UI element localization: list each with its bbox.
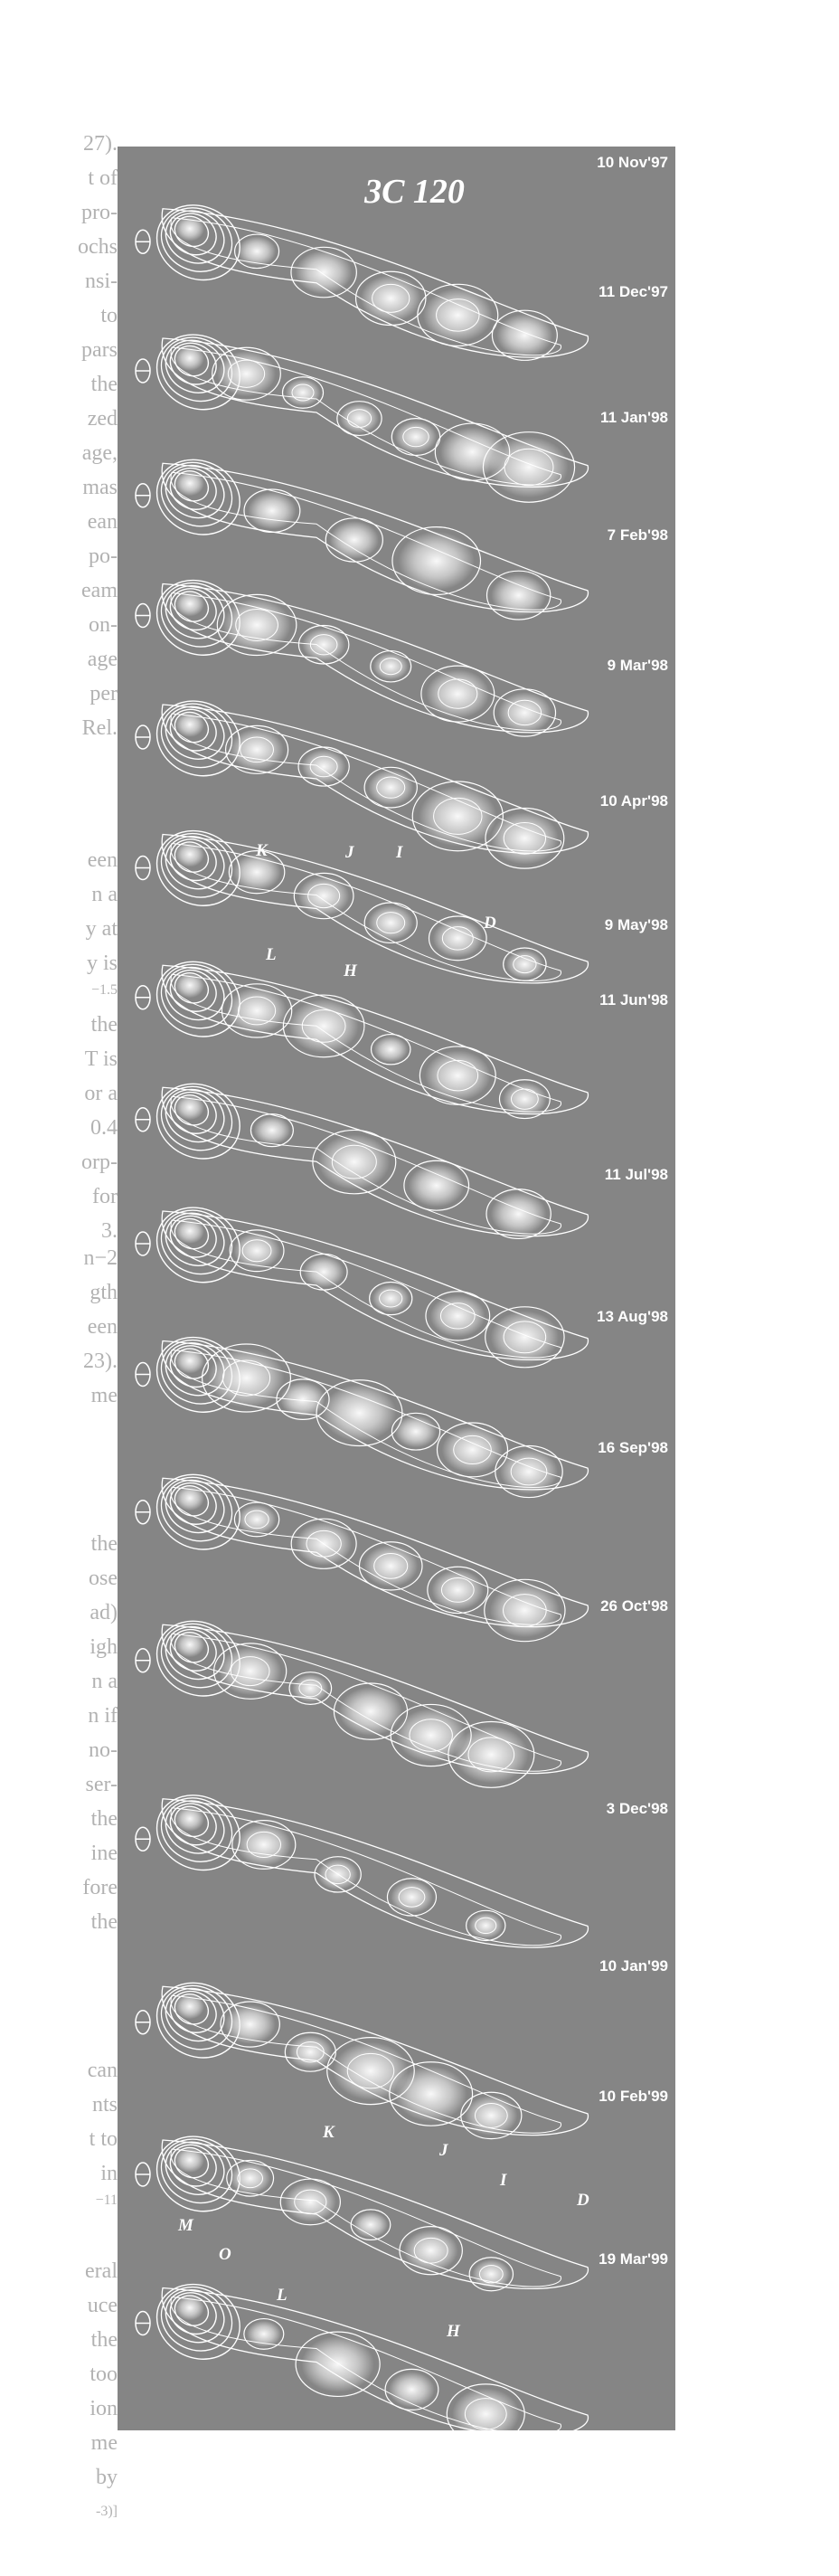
epoch-label: 3 Dec'98 xyxy=(606,1800,668,1817)
text-fragment-line: uce xyxy=(87,2294,118,2317)
text-fragment-line: een xyxy=(87,848,118,872)
component-label: I xyxy=(500,2171,507,2190)
text-fragment-line: −1.5 xyxy=(90,982,118,998)
text-fragment-line: nts xyxy=(91,2093,118,2117)
text-fragment-line: y at xyxy=(85,917,118,941)
epoch-label: 11 Dec'97 xyxy=(599,283,668,300)
text-fragment-line: n a xyxy=(91,883,118,906)
component-label: J xyxy=(439,2141,448,2160)
text-fragment-line: can xyxy=(87,2059,118,2082)
text-fragment-line: ose xyxy=(89,1567,118,1590)
text-fragment-line: n if xyxy=(88,1704,118,1728)
text-fragment-line: t to xyxy=(89,2127,118,2151)
text-fragment-line: 23). xyxy=(83,1350,118,1373)
text-fragment-line: for xyxy=(92,1185,118,1208)
component-label: D xyxy=(484,914,496,933)
text-fragment-line: ser- xyxy=(85,1773,118,1796)
text-fragment-line: igh xyxy=(90,1635,118,1659)
epoch-label: 10 Apr'98 xyxy=(599,792,668,810)
epoch-label: 19 Mar'99 xyxy=(599,2250,668,2268)
figure-title: 3C 120 xyxy=(364,173,465,211)
text-fragment-line: the xyxy=(90,1532,118,1556)
text-fragment-line: eral xyxy=(85,2259,118,2283)
text-fragment-line: mas xyxy=(82,476,118,499)
epoch-label: 7 Feb'98 xyxy=(607,526,668,544)
text-fragment-line: on- xyxy=(89,613,118,637)
text-fragment-line: po- xyxy=(89,545,118,568)
text-fragment-line: t of xyxy=(88,166,118,190)
component-label: M xyxy=(178,2216,193,2235)
epoch-label: 9 May'98 xyxy=(604,916,668,933)
text-fragment-line: to xyxy=(100,304,118,327)
epoch-label: 11 Jul'98 xyxy=(604,1166,668,1183)
text-fragment-line: eam xyxy=(81,579,118,602)
text-fragment-line: fore xyxy=(82,1876,118,1899)
text-fragment-line: 3. xyxy=(101,1219,118,1243)
text-fragment-line: n a xyxy=(91,1670,118,1693)
text-fragment-line: ine xyxy=(90,1842,118,1865)
epoch-label: 11 Jun'98 xyxy=(599,991,668,1009)
text-fragment-line: the xyxy=(90,2328,118,2352)
text-fragment-line: per xyxy=(90,682,118,706)
text-fragment-line: Rel. xyxy=(81,716,118,740)
epoch-label: 26 Oct'98 xyxy=(600,1597,668,1615)
text-fragment-line: -3)] xyxy=(96,2504,118,2519)
epoch-label: 16 Sep'98 xyxy=(598,1439,668,1456)
text-fragment-line: pars xyxy=(81,338,118,362)
epoch-label: 10 Feb'99 xyxy=(599,2088,668,2105)
text-fragment-line: the xyxy=(90,373,118,396)
component-label: L xyxy=(277,2286,288,2305)
text-fragment-line: een xyxy=(87,1315,118,1339)
text-fragment-line: too xyxy=(90,2363,118,2386)
text-fragment-line: no- xyxy=(89,1738,118,1762)
text-fragment-line: ion xyxy=(90,2397,118,2420)
text-fragment-line: by xyxy=(96,2466,118,2489)
text-fragment-line: the xyxy=(90,1807,118,1831)
text-fragment-line: orp- xyxy=(81,1151,118,1174)
text-fragment-line: gth xyxy=(90,1281,118,1304)
text-fragment-line: ean xyxy=(87,510,118,534)
text-fragment-line: the xyxy=(90,1910,118,1934)
component-label: L xyxy=(266,945,277,964)
text-fragment-line: n−2 xyxy=(83,1246,118,1270)
component-label: O xyxy=(219,2245,231,2264)
text-fragment-line: the xyxy=(90,1013,118,1037)
text-fragment-line: me xyxy=(90,1384,118,1407)
jet-contour-maps xyxy=(118,147,675,2430)
text-fragment-line: nsi- xyxy=(85,270,118,293)
epoch-label: 9 Mar'98 xyxy=(607,657,668,674)
text-fragment-line: age xyxy=(87,648,118,671)
component-label: I xyxy=(396,843,403,862)
text-fragment-line: age, xyxy=(81,441,118,465)
text-fragment-line: T is xyxy=(84,1047,118,1071)
epoch-label: 10 Nov'97 xyxy=(597,154,668,171)
text-fragment-line: ad) xyxy=(90,1601,118,1624)
component-label: H xyxy=(447,2322,460,2341)
component-label: K xyxy=(256,841,268,860)
text-fragment-line: or a xyxy=(84,1082,118,1105)
text-fragment-line: 27). xyxy=(83,132,118,156)
epoch-label: 11 Jan'98 xyxy=(600,409,668,426)
epoch-label: 10 Jan'99 xyxy=(599,1957,668,1975)
left-page-text-fragment xyxy=(0,0,118,2576)
vlbi-image-sequence-figure xyxy=(118,147,675,2430)
component-label: K xyxy=(323,2123,335,2142)
component-label: J xyxy=(345,843,354,862)
epoch-label: 13 Aug'98 xyxy=(597,1308,668,1325)
text-fragment-line: 0.4 xyxy=(90,1116,118,1140)
text-fragment-line: in xyxy=(100,2162,118,2185)
text-fragment-line: zed xyxy=(87,407,118,431)
text-fragment-line: −11 xyxy=(95,2192,118,2208)
text-fragment-line: pro- xyxy=(81,201,118,224)
component-label: H xyxy=(344,961,357,980)
text-fragment-line: y is xyxy=(86,952,118,975)
text-fragment-line: me xyxy=(90,2431,118,2455)
text-fragment-line: ochs xyxy=(78,235,118,259)
component-label: D xyxy=(577,2191,589,2210)
